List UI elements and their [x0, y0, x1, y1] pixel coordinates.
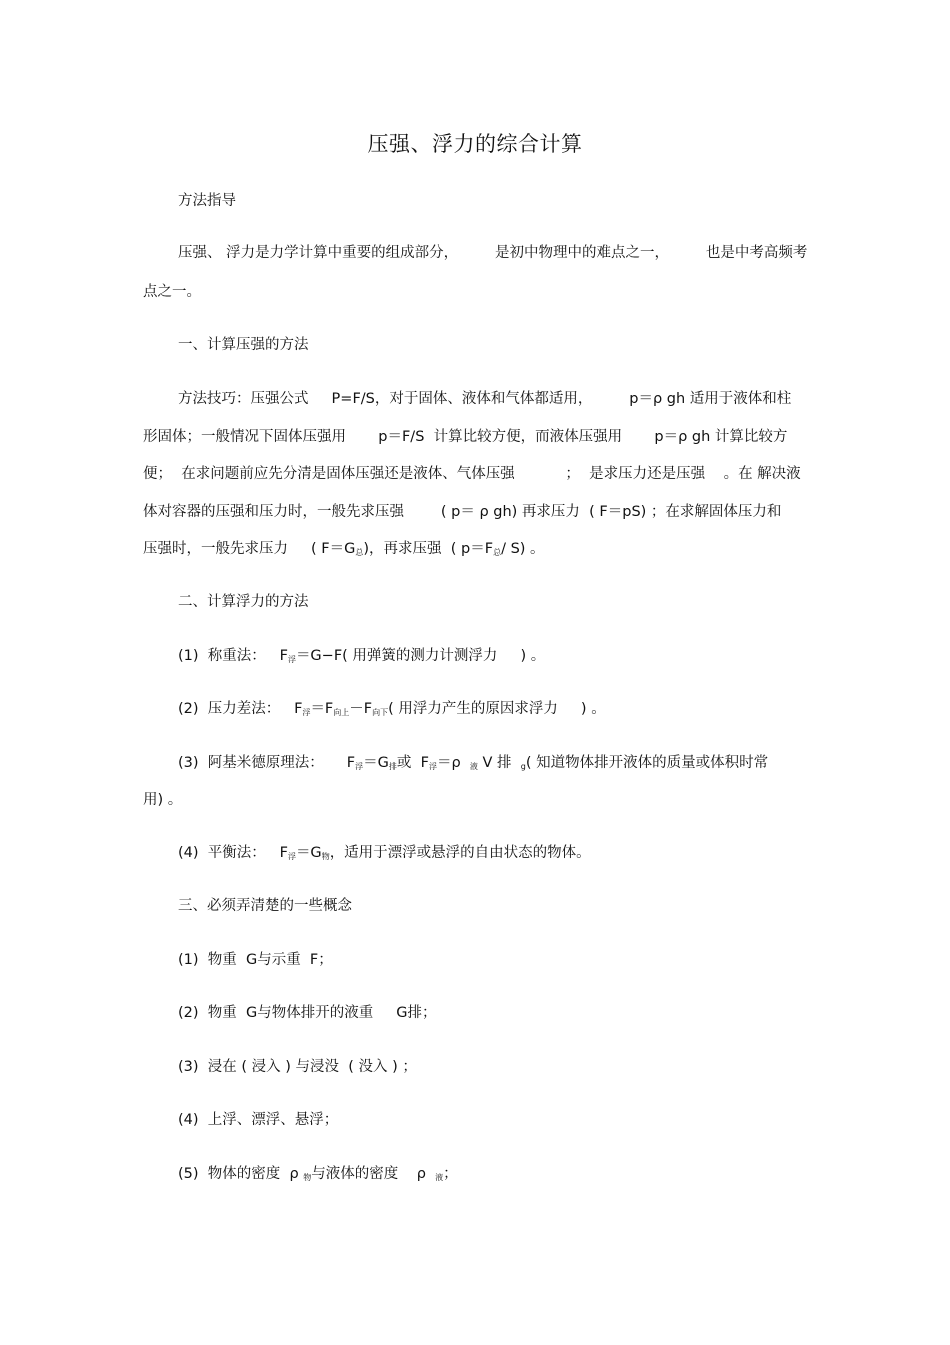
concept-5: (5) 物体的密度 ρ $_物$与液体的密度 ρ $_液$；: [178, 1166, 458, 1182]
heading-buoyancy-method: 二、计算浮力的方法: [178, 594, 309, 610]
buoyancy-method-2: (2) 压力差法： $F_浮=F_{向上}-F_{向下}$( 用浮力产生的原因求浮力 ) 。: [178, 701, 606, 717]
concept-4: (4) 上浮、漂浮、悬浮；: [178, 1112, 339, 1128]
intro-line-1: 压强、 浮力是力学计算中重要的组成部分， 是初中物理中的难点之一， 也是中考高频考: [178, 245, 808, 261]
pressure-para-line-3: 便； 在求问题前应先分清是固体压强还是液体、气体压强 ； 是求压力还是压强 。在 解决液: [143, 466, 801, 482]
heading-concepts: 三、必须弄清楚的一些概念: [178, 898, 352, 914]
buoyancy-method-3: (3) 阿基米德原理法： $F_浮=G_排$或 $F_浮=\rho$ $_液$ V 排 $_g$( 知道物体排开液体的质量或体积时常: [178, 755, 769, 771]
document-title: 压强、浮力的综合计算: [367, 132, 583, 156]
buoyancy-method-1: (1) 称重法： $F_浮=G-F$( 用弹簧的测力计测浮力 ) 。: [178, 648, 546, 664]
buoyancy-method-3-cont: 用) 。: [143, 792, 183, 808]
concept-2: (2) 物重 G与物体排开的液重 G排；: [178, 1005, 437, 1021]
buoyancy-method-4: (4) 平衡法： $F_浮=G_物$，适用于漂浮或悬浮的自由状态的物体。: [178, 845, 591, 861]
intro-line-2: 点之一。: [143, 284, 201, 300]
pressure-para-line-4: 体对容器的压强和压力时，一般先求压强 ( p＝ ρ gh) 再求压力 ( F＝pS) ；在求解固体压力和: [143, 504, 782, 520]
heading-pressure-method: 一、计算压强的方法: [178, 337, 309, 353]
concept-1: (1) 物重 G与示重 F；: [178, 952, 333, 968]
pressure-para-line-5: 压强时，一般先求压力 ( $F=G_总$)，再求压强 ( $p=F_总/$ S) 。: [143, 541, 545, 557]
section-heading-method: 方法指导: [178, 193, 236, 209]
concept-3: (3) 浸在 ( 浸入 ) 与浸没 ( 没入 ) ；: [178, 1059, 417, 1075]
pressure-para-line-1: 方法技巧：压强公式 P=F/S，对于固体、液体和气体都适用， p＝ρ gh 适用于液体和柱: [178, 391, 792, 407]
pressure-para-line-2: 形固体；一般情况下固体压强用 p＝F/S 计算比较方便，而液体压强用 p＝ρ gh 计算比较方: [143, 429, 788, 445]
